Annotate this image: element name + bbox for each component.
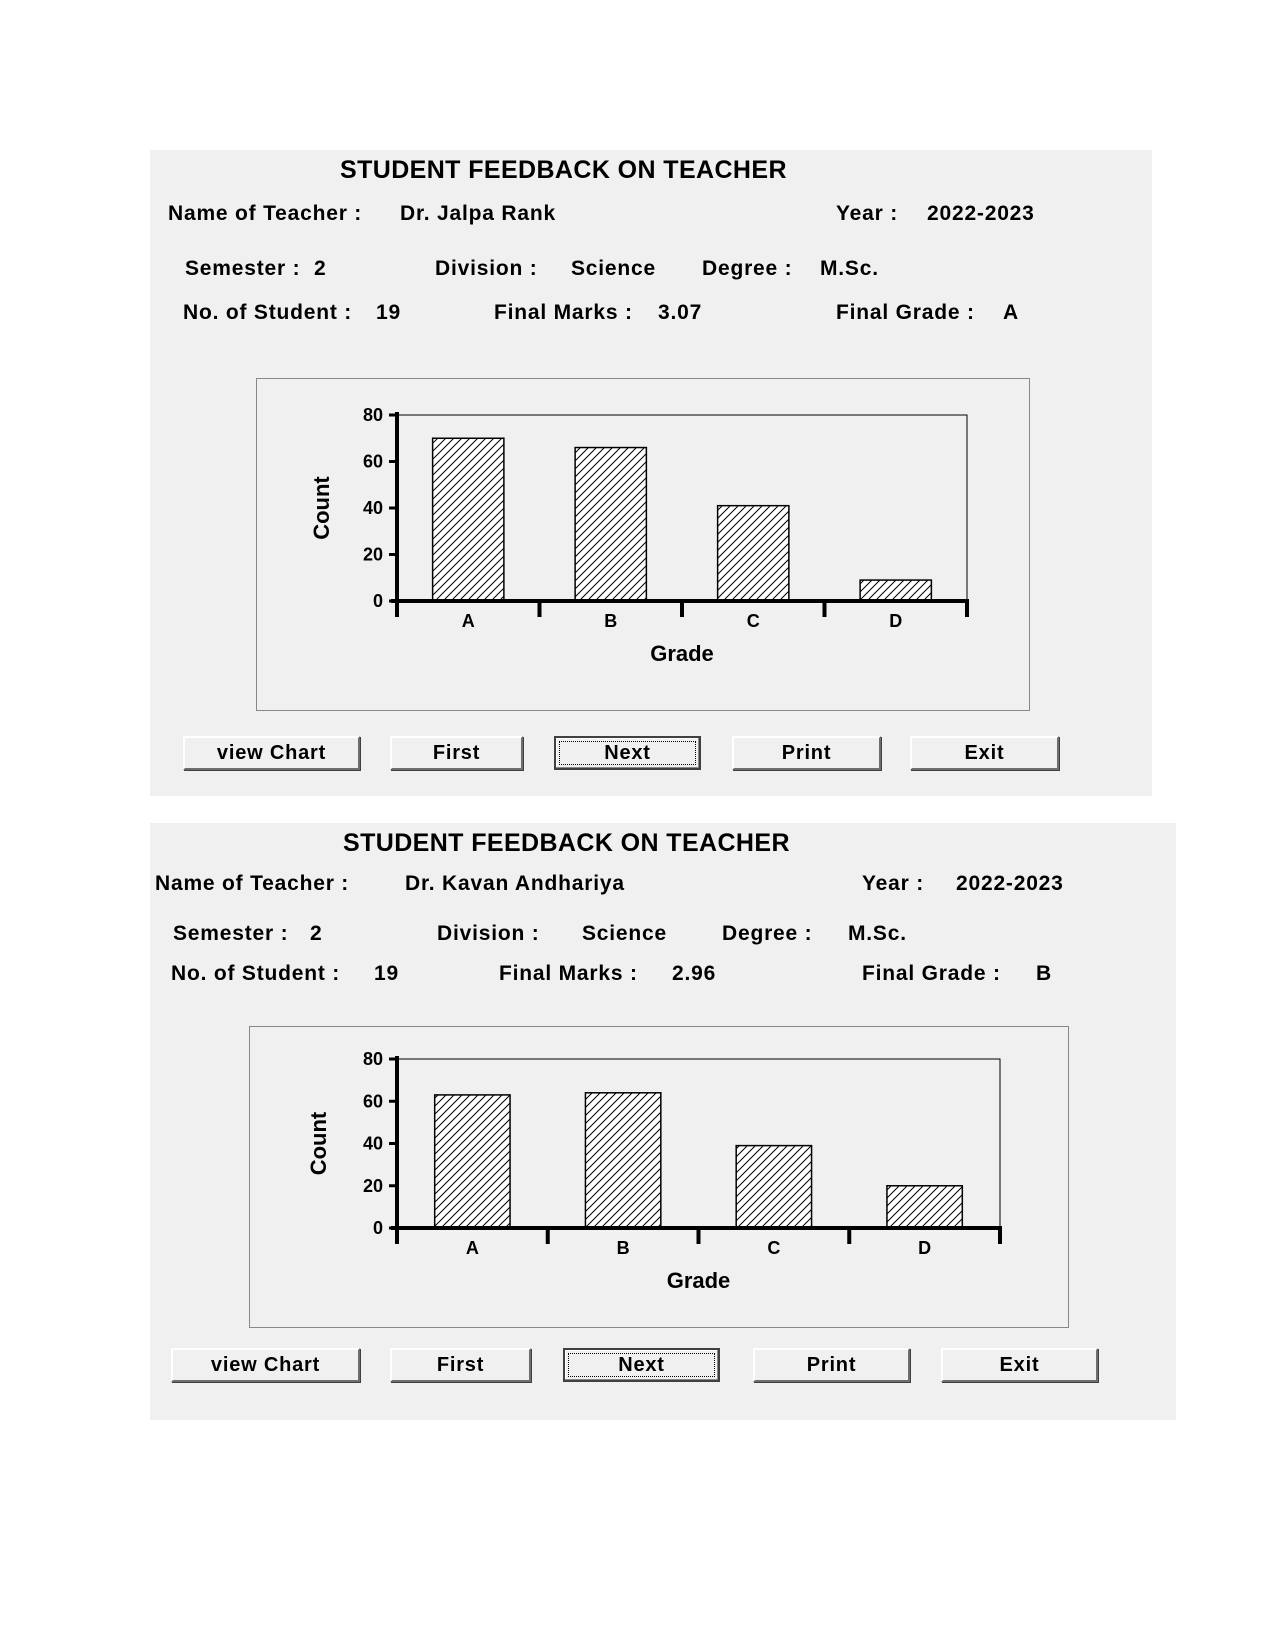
grade-chart-svg [250,1027,1068,1327]
students-label: No. of Student : [183,301,353,324]
teacher-value: Dr. Jalpa Rank [400,202,556,225]
year-label: Year : [836,202,899,225]
x-tick-label: C [767,1238,781,1258]
bar-b [585,1093,660,1228]
grade-chart [249,1026,1069,1328]
semester-value: 2 [314,257,327,280]
exit-button[interactable]: Exit [941,1348,1098,1382]
first-button[interactable]: First [390,736,523,770]
bar-a [433,438,504,601]
y-tick-label: 80 [362,1049,383,1069]
bar-b [575,448,646,601]
panel-title: STUDENT FEEDBACK ON TEACHER [343,829,790,857]
semester-label: Semester : [185,257,301,280]
x-tick-label: A [465,1238,479,1258]
final-grade-label: Final Grade : [836,301,975,324]
bar-d [887,1186,962,1228]
y-tick-label: 40 [362,498,383,518]
feedback-panel-2 [150,823,1176,1420]
y-tick-label: 0 [372,591,383,611]
degree-value: M.Sc. [848,922,907,945]
x-tick-label: D [918,1238,932,1258]
final-marks-value: 3.07 [658,301,703,324]
x-axis-label: Grade [666,1268,731,1293]
y-tick-label: 20 [362,544,383,565]
grade-chart [256,378,1030,711]
teacher-label: Name of Teacher : [155,872,350,895]
teacher-label: Name of Teacher : [168,202,363,225]
y-axis-label: Count [306,1111,331,1176]
print-button[interactable]: Print [732,736,881,770]
y-tick-label: 20 [362,1175,383,1196]
y-tick-label: 0 [372,1218,383,1238]
year-label: Year : [862,872,925,895]
final-grade-value: B [1036,962,1052,985]
year-value: 2022-2023 [956,872,1064,895]
year-value: 2022-2023 [927,202,1035,225]
view-chart-button[interactable]: view Chart [183,736,360,770]
y-tick-label: 80 [362,405,383,425]
y-tick-label: 60 [362,1091,383,1112]
students-label: No. of Student : [171,962,341,985]
final-grade-label: Final Grade : [862,962,1001,985]
degree-value: M.Sc. [820,257,879,280]
teacher-value: Dr. Kavan Andhariya [405,872,625,895]
semester-value: 2 [310,922,323,945]
x-tick-label: B [604,611,618,631]
x-tick-label: A [461,611,475,631]
bar-a [435,1095,510,1228]
division-value: Science [582,922,667,945]
bar-c [718,506,789,601]
division-value: Science [571,257,656,280]
exit-button[interactable]: Exit [910,736,1059,770]
division-label: Division : [435,257,538,280]
final-marks-label: Final Marks : [499,962,638,985]
final-marks-value: 2.96 [672,962,717,985]
x-tick-label: D [889,611,903,631]
next-button[interactable]: Next [563,1348,720,1382]
bar-d [860,580,931,601]
y-tick-label: 60 [362,451,383,472]
y-axis-label: Count [309,476,334,540]
bar-c [736,1146,811,1228]
final-marks-label: Final Marks : [494,301,633,324]
final-grade-value: A [1003,301,1019,324]
x-axis-label: Grade [650,641,714,666]
students-value: 19 [374,962,399,985]
students-value: 19 [376,301,401,324]
panel-title: STUDENT FEEDBACK ON TEACHER [340,156,787,184]
degree-label: Degree : [722,922,813,945]
first-button[interactable]: First [390,1348,531,1382]
degree-label: Degree : [702,257,793,280]
division-label: Division : [437,922,540,945]
next-button[interactable]: Next [554,736,701,770]
x-tick-label: B [616,1238,630,1258]
feedback-panel-1 [150,150,1152,796]
print-button[interactable]: Print [753,1348,910,1382]
grade-chart-svg [257,379,1029,710]
y-tick-label: 40 [362,1133,383,1154]
view-chart-button[interactable]: view Chart [171,1348,360,1382]
semester-label: Semester : [173,922,289,945]
x-tick-label: C [746,611,760,631]
